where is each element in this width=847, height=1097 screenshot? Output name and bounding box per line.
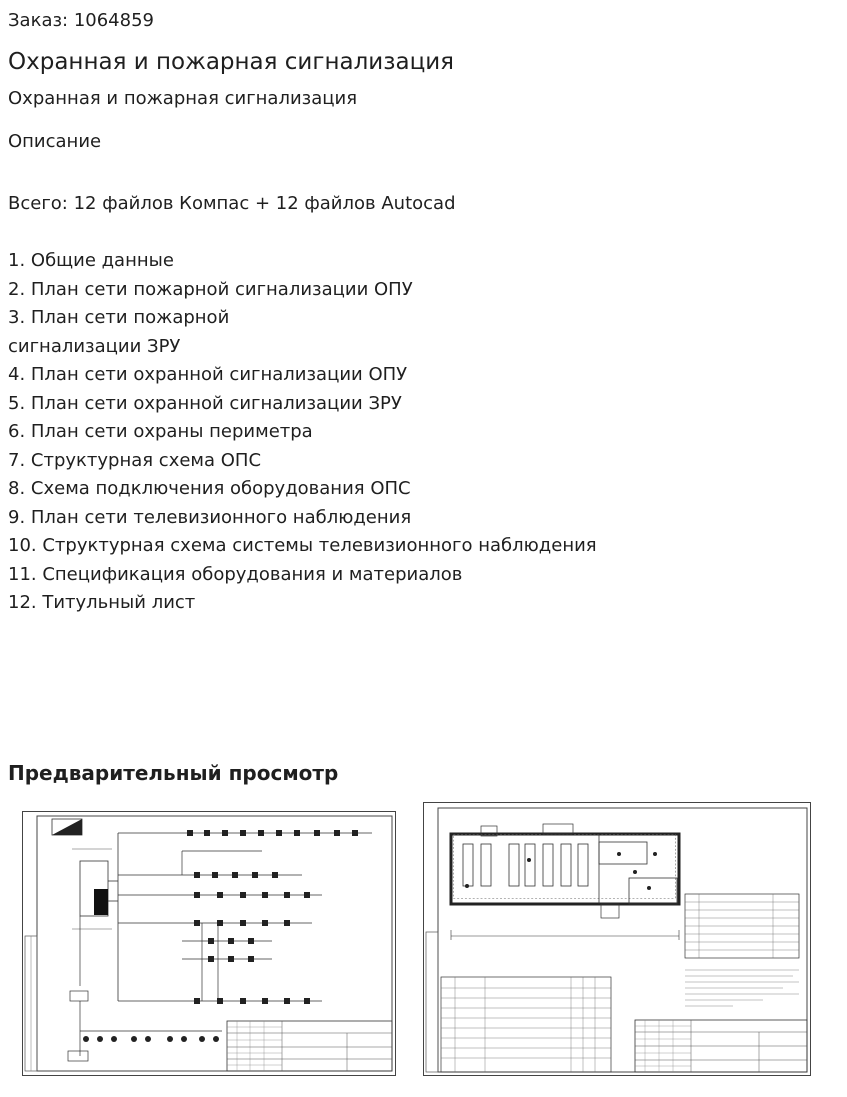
file-list: [8, 247, 597, 618]
floor-plan-image: [423, 802, 811, 1076]
list-item: 11. Спецификация оборудования и материалов: [8, 563, 463, 585]
order-number: Заказ: 1064859: [8, 10, 154, 31]
preview-thumbnail-structural-diagram[interactable]: [22, 811, 396, 1076]
list-item: сигнализации ЗРУ: [8, 335, 181, 357]
preview-thumbnail-floor-plan[interactable]: [423, 802, 811, 1076]
list-item: 2. План сети пожарной сигнализации ОПУ: [8, 278, 413, 300]
list-item: 12. Титульный лист: [8, 592, 196, 613]
list-item: 1. Общие данные: [8, 250, 174, 271]
preview-heading: Предварительный просмотр: [8, 761, 339, 785]
description-heading: Описание: [8, 131, 102, 152]
list-item: 4. План сети охранной сигнализации ОПУ: [8, 364, 408, 385]
total-files-text: Всего: 12 файлов Компас + 12 файлов Autocad: [8, 193, 456, 214]
page-title: Охранная и пожарная сигнализация: [8, 49, 455, 75]
list-item: 10. Структурная схема системы телевизионного наблюдения: [8, 535, 597, 556]
page-subtitle: Охранная и пожарная сигнализация: [8, 88, 358, 109]
structural-diagram-image: [22, 811, 396, 1076]
list-item: 8. Схема подключения оборудования ОПС: [8, 478, 411, 499]
list-item: 7. Структурная схема ОПС: [8, 449, 262, 471]
list-item: 5. План сети охранной сигнализации ЗРУ: [8, 392, 402, 414]
list-item: 6. План сети охраны периметра: [8, 421, 313, 442]
list-item: 9. План сети телевизионного наблюдения: [8, 506, 412, 528]
list-item: 3. План сети пожарной: [8, 307, 230, 328]
